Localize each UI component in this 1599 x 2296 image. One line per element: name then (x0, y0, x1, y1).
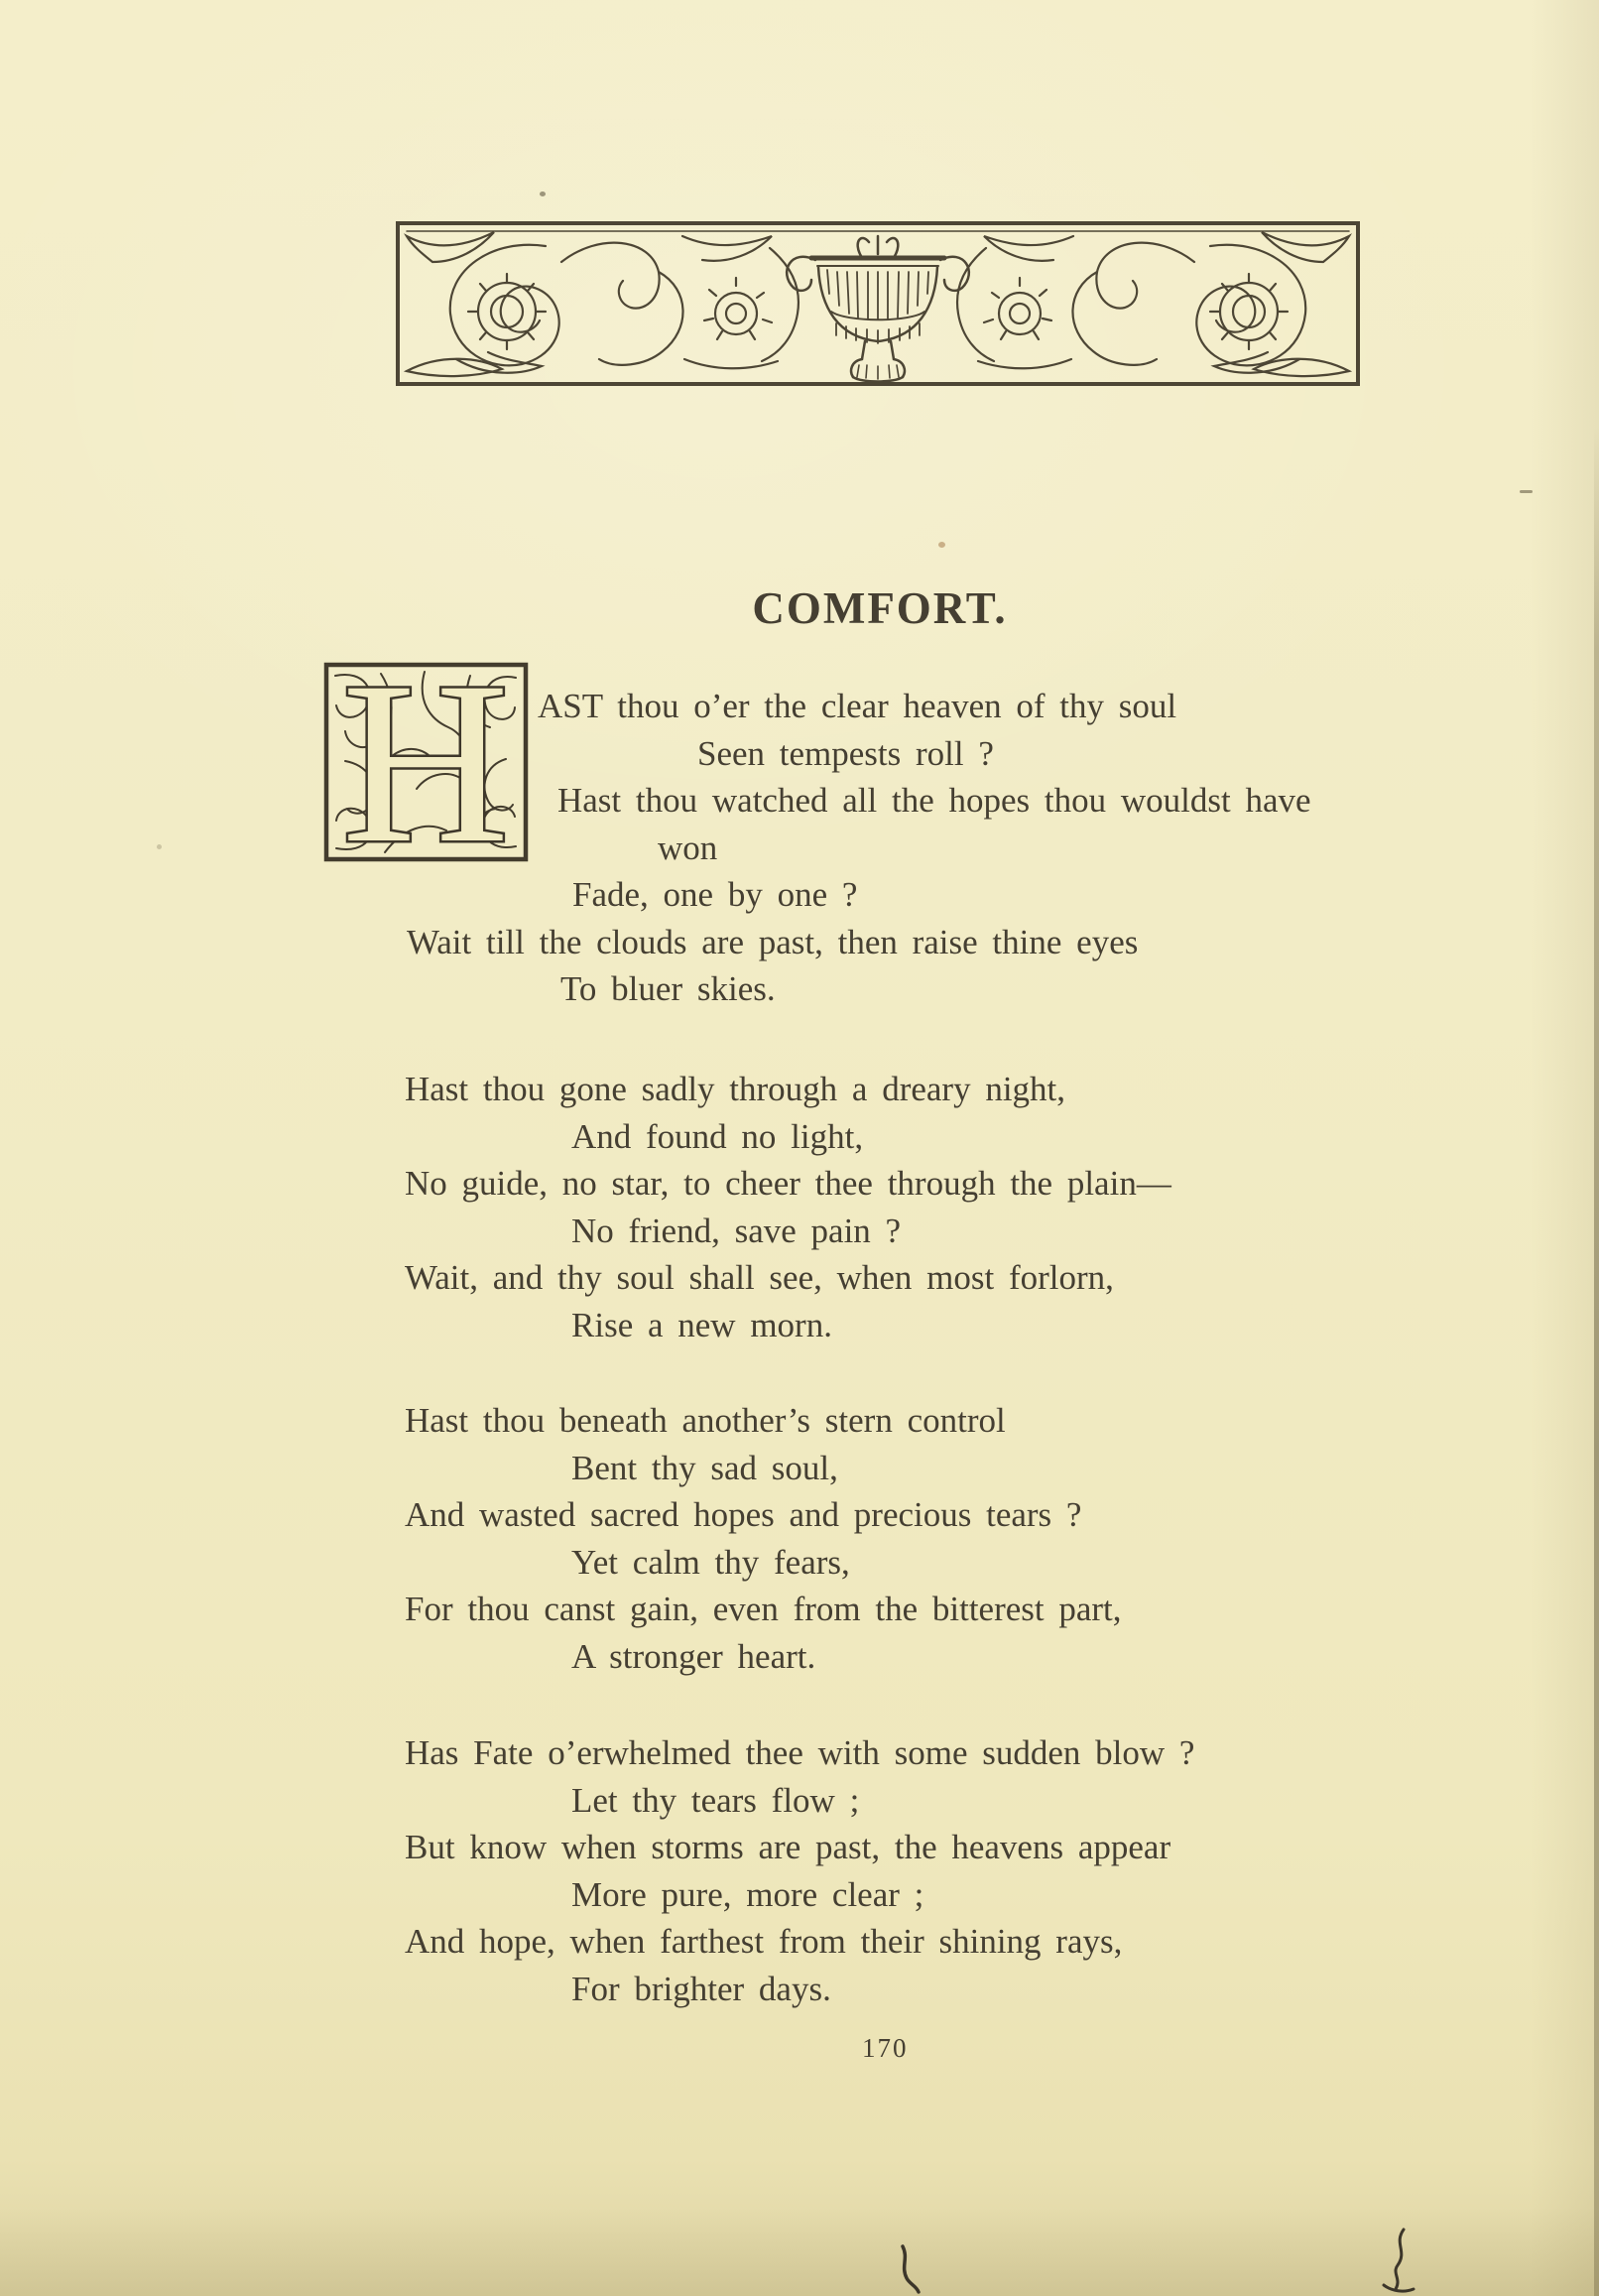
stanza-1 (405, 683, 1311, 1013)
poem-line: Hast thou gone sadly through a dreary night, (405, 1070, 1066, 1108)
ink-speck (938, 542, 945, 548)
poem-line: Seen tempests roll ? (697, 733, 994, 773)
poem-line: Hast thou watched all the hopes thou wouldst have (557, 781, 1311, 820)
page-number: 170 (862, 2033, 909, 2063)
ink-speck (540, 191, 546, 196)
poem-line: Wait, and thy soul shall see, when most forlorn, (405, 1258, 1114, 1297)
poem-line: Let thy tears flow ; (571, 1780, 860, 1820)
poem-line: For brighter days. (571, 1969, 831, 2008)
poem-line: Wait till the clouds are past, then raise thine eyes (407, 922, 1139, 961)
poem-line: Has Fate o’erwhelmed thee with some sudden blow ? (405, 1733, 1195, 1772)
poem-line: To bluer skies. (560, 969, 776, 1008)
urn-motif (787, 236, 969, 382)
header-ornament-banner (395, 220, 1361, 387)
page-edge-shadow-bottom (0, 2207, 1599, 2296)
poem-line: For thou canst gain, even from the bitterest part, (405, 1590, 1122, 1628)
ink-squiggle (1374, 2228, 1423, 2295)
poem-line: Fade, one by one ? (572, 875, 858, 914)
poem-line: Yet calm thy fears, (571, 1542, 850, 1582)
poem-line: But know when storms are past, the heavens appear (405, 1828, 1171, 1866)
scan-edge-line (1594, 427, 1599, 2296)
poem-line: And wasted sacred hopes and precious tears ? (405, 1495, 1082, 1534)
stanza-4 (405, 1729, 1194, 2012)
stanza-3 (405, 1397, 1122, 1680)
drop-cap-letter: H (341, 662, 510, 863)
ink-speck (1520, 490, 1533, 493)
poem-line: No guide, no star, to cheer thee through the plain— (405, 1164, 1171, 1203)
poem-line: A stronger heart. (571, 1636, 816, 1676)
poem-line: Bent thy sad soul, (571, 1448, 838, 1487)
poem-line: Rise a new morn. (571, 1305, 832, 1344)
poem-line: No friend, save pain ? (571, 1211, 902, 1250)
poem-line: Hast thou beneath another’s stern control (405, 1401, 1006, 1440)
poem-line: And found no light, (571, 1116, 864, 1156)
poem-line: More pure, more clear ; (571, 1874, 924, 1914)
poem-title: COMFORT. (752, 583, 1008, 634)
poem-line: AST thou o’er the clear heaven of thy soul (538, 687, 1177, 725)
poem-line: won (658, 828, 718, 867)
acanthus-scrollwork (407, 232, 799, 376)
ink-speck (157, 844, 162, 849)
stanza-2 (405, 1066, 1171, 1348)
poem-line: And hope, when farthest from their shining rays, (405, 1922, 1123, 1961)
page-edge-shadow-right (1530, 0, 1599, 2296)
ink-squiggle (893, 2244, 932, 2294)
